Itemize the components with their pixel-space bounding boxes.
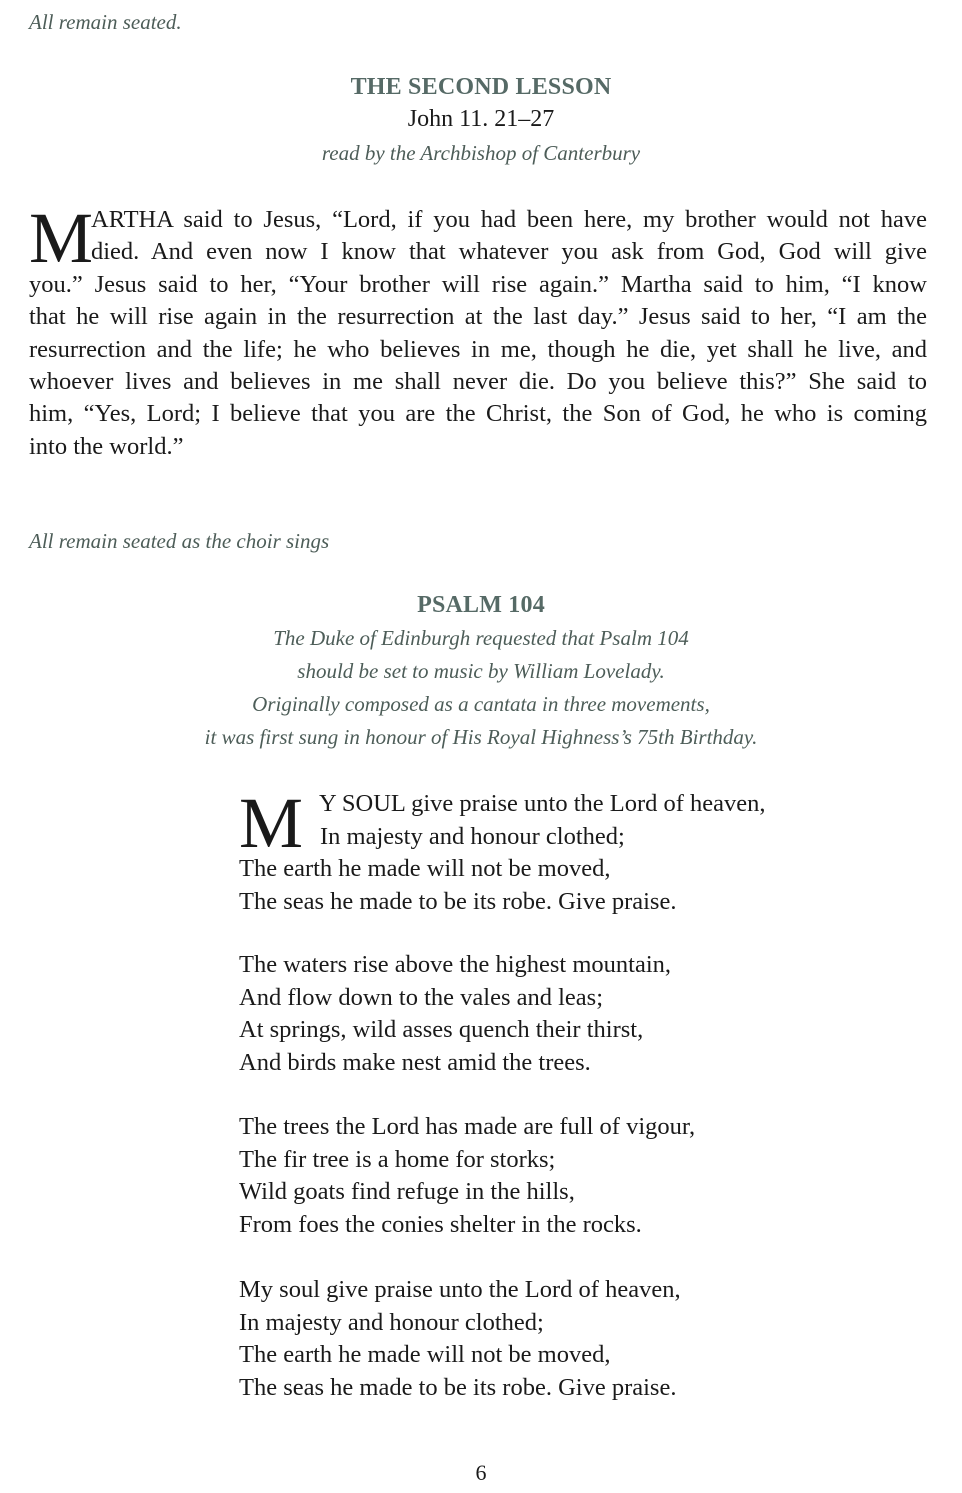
psalm-note-line: should be set to music by William Lovelady. xyxy=(297,659,665,683)
lesson-line: you.” Jesus said to her, “Your brother will rise again.” Martha said to him, “I know xyxy=(29,270,927,298)
lesson-line: him, “Yes, Lord; I believe that you are the Christ, the Son of God, he who is coming xyxy=(29,400,927,428)
verse-line: The waters rise above the highest mountain, xyxy=(239,951,672,978)
psalm-heading: PSALM 104 xyxy=(417,592,545,618)
verse-line: In majesty and honour clothed; xyxy=(320,822,625,850)
verse-line: The earth he made will not be moved, xyxy=(239,855,611,882)
lesson-line: whoever lives and believes in me shall never die. Do you believe this?” She said to xyxy=(29,367,927,395)
psalm-note-line: Originally composed as a cantata in three movements, xyxy=(252,692,710,716)
verse-line: Wild goats find refuge in the hills, xyxy=(239,1178,575,1205)
verse-line: The seas he made to be its robe. Give praise. xyxy=(239,1373,677,1401)
lesson-line: died. And even now I know that whatever you ask from God, God will give xyxy=(91,238,927,266)
verse-line: The earth he made will not be moved, xyxy=(239,1341,611,1368)
verse-line: The seas he made to be its robe. Give praise. xyxy=(239,887,677,915)
verse-line: At springs, wild asses quench their thirst, xyxy=(239,1016,644,1043)
psalm-note-line: The Duke of Edinburgh requested that Psalm 104 xyxy=(273,626,689,650)
psalm-stanza-4 xyxy=(239,1274,859,1404)
psalm-drop-cap: M xyxy=(239,783,304,863)
lesson-reader: read by the Archbishop of Canterbury xyxy=(321,141,641,165)
lesson-reference: John 11. 21–27 xyxy=(407,106,555,132)
psalm-stanza-1 xyxy=(239,783,859,918)
lesson-text xyxy=(29,198,927,463)
verse-line: From foes the conies shelter in the rocks. xyxy=(239,1210,642,1238)
rubric-all-remain-seated: All remain seated. xyxy=(29,10,182,34)
psalm-note-line: it was first sung in honour of His Royal Highness’s 75th Birthday. xyxy=(204,725,758,749)
lesson-line: into the world.” xyxy=(29,432,184,460)
verse-line: And flow down to the vales and leas; xyxy=(239,983,604,1011)
lesson-drop-cap: M xyxy=(29,198,94,278)
verse-line: And birds make nest amid the trees. xyxy=(239,1048,591,1076)
verse-line: In majesty and honour clothed; xyxy=(239,1308,544,1336)
lesson-line: ARTHA said to Jesus, “Lord, if you had been here, my brother would not have xyxy=(91,206,927,233)
lesson-line: resurrection and the life; he who believes in me, though he die, yet shall he live, and xyxy=(29,335,927,363)
verse-line: Y SOUL give praise unto the Lord of heaven, xyxy=(319,790,766,817)
verse-line: The fir tree is a home for storks; xyxy=(239,1145,556,1173)
psalm-stanza-2 xyxy=(239,949,859,1079)
page-number: 6 xyxy=(475,1460,487,1485)
rubric-choir-sings: All remain seated as the choir sings xyxy=(29,529,330,553)
psalm-stanza-3 xyxy=(239,1111,859,1241)
verse-line: The trees the Lord has made are full of vigour, xyxy=(239,1113,696,1140)
lesson-heading: THE SECOND LESSON xyxy=(350,74,612,100)
lesson-line: that he will rise again in the resurrection at the last day.” Jesus said to her, “I am the xyxy=(29,303,927,331)
verse-line: My soul give praise unto the Lord of heaven, xyxy=(239,1276,681,1303)
